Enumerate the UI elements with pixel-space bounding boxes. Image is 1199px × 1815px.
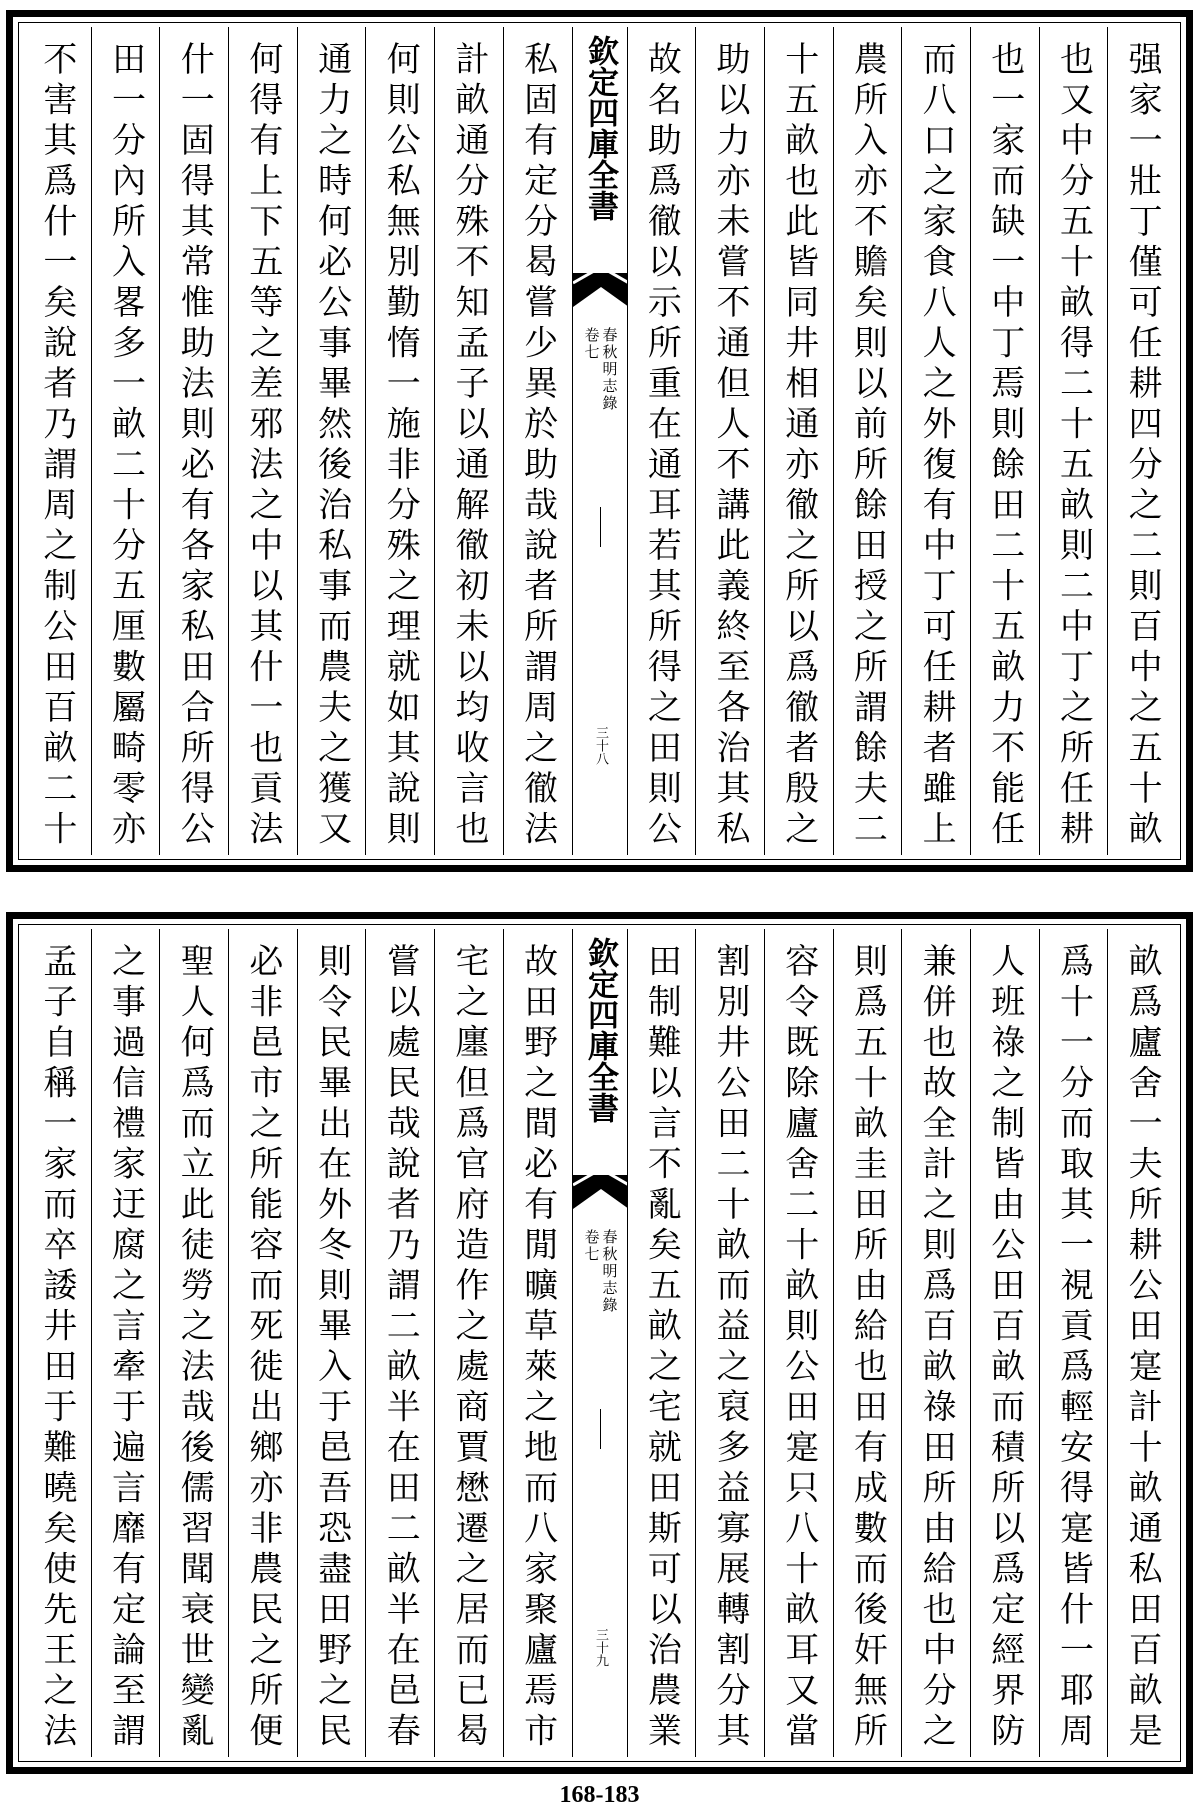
text-column: 必非邑市之所能容而死徙出鄉亦非農民之所便 xyxy=(229,929,298,1757)
text-column: 什一固得其常惟助法則必有各家私田合所得公 xyxy=(160,27,229,855)
left-half xyxy=(23,929,572,1757)
work-title: 春秋明志錄 xyxy=(600,1229,619,1314)
text-column: 通力之時何必公事畢然後治私事而農夫之獲又 xyxy=(298,27,367,855)
text-column: 爲十一分而取其一視貢爲輕安得寔皆什一耶周 xyxy=(1040,929,1109,1757)
divider-tick xyxy=(600,1409,602,1449)
text-column: 農所入亦不贍矣則以前所餘田授之所謂餘夫二 xyxy=(834,27,903,855)
text-column: 强家一壯丁僅可任耕四分之二則百中之五十畝 xyxy=(1122,41,1163,851)
center-strip xyxy=(572,929,628,1757)
text-column: 之事過信禮家迂腐之言牽于遍言靡有定論至謂 xyxy=(92,929,161,1757)
center-strip xyxy=(572,27,628,855)
text-column: 十五畝也此皆同井相通亦徹之所以爲徹者殷之 xyxy=(765,27,834,855)
text-column: 則爲五十畝圭田所由給也田有成數而後奸無所 xyxy=(834,929,903,1757)
fishtail-mark-icon xyxy=(573,1175,628,1209)
right-half xyxy=(628,27,1177,855)
text-column: 故田野之間必有閒曠草萊之地而八家聚廬焉市 xyxy=(517,943,558,1753)
text-column: 私固有定分曷嘗少異於助哉說者所謂周之徹法 xyxy=(517,41,558,851)
text-column: 孟子自稱一家而卒諉井田于難曉矣使先王之法 xyxy=(23,929,92,1757)
running-head xyxy=(577,327,625,417)
text-column: 兼併也故全計之則爲百畝祿田所由給也中分之 xyxy=(902,929,971,1757)
folio-number: 三十九 xyxy=(593,1628,608,1667)
running-head xyxy=(577,1229,625,1319)
work-title: 春秋明志錄 xyxy=(600,327,619,412)
text-column: 宅之廛但爲官府造作之處商賈懋遷之居而已曷 xyxy=(435,929,504,1757)
plate-number: 168-183 xyxy=(559,1782,640,1808)
text-column: 嘗以處民哉說者乃謂二畝半在田二畝半在邑春 xyxy=(366,929,435,1757)
divider-tick xyxy=(600,507,602,547)
text-column: 田一分內所入畧多一畝二十分五厘數屬畸零亦 xyxy=(92,27,161,855)
page-columns xyxy=(23,929,1176,1757)
folio-number: 三十八 xyxy=(593,726,608,765)
text-column: 故名助爲徹以示所重在通耳若其所得之田則公 xyxy=(628,27,697,855)
text-column: 計畝通分殊不知孟子以通解徹初未以均收言也 xyxy=(435,27,504,855)
volume-label: 卷七 xyxy=(582,1229,601,1263)
page-upper xyxy=(6,10,1193,872)
text-column: 而八口之家食八人之外復有中丁可任耕者雖上 xyxy=(902,27,971,855)
text-column: 則令民畢出在外冬則畢入于邑吾恐盡田野之民 xyxy=(298,929,367,1757)
page-lower xyxy=(6,912,1193,1774)
text-column: 不害其爲什一矣說者乃謂周之制公田百畝二十 xyxy=(23,27,92,855)
text-column: 何得有上下五等之差邪法之中以其什一也貢法 xyxy=(229,27,298,855)
volume-label: 卷七 xyxy=(582,327,601,361)
text-column: 容令既除廬舍二十畝則公田寔只八十畝耳又當 xyxy=(765,929,834,1757)
book-title: 欽定四庫全書 xyxy=(582,937,618,1123)
left-half xyxy=(23,27,572,855)
right-half xyxy=(628,929,1177,1757)
text-column: 助以力亦未嘗不通但人不講此義終至各治其私 xyxy=(696,27,765,855)
text-column: 也又中分五十畝得二十五畝則二中丁之所任耕 xyxy=(1040,27,1109,855)
text-column: 聖人何爲而立此徒勞之法哉後儒習聞衰世變亂 xyxy=(160,929,229,1757)
text-column: 割別井公田二十畝而益之裒多益寡展轉割分其 xyxy=(696,929,765,1757)
text-column: 也一家而缺一中丁焉則餘田二十五畝力不能任 xyxy=(971,27,1040,855)
text-column: 何則公私無別勤惰一施非分殊之理就如其說則 xyxy=(366,27,435,855)
page-columns xyxy=(23,27,1176,855)
fishtail-mark-icon xyxy=(573,273,628,307)
book-title: 欽定四庫全書 xyxy=(582,35,618,221)
text-column: 田制難以言不亂矣五畝之宅就田斯可以治農業 xyxy=(628,929,697,1757)
text-column: 人班祿之制皆由公田百畝而積所以爲定經界防 xyxy=(971,929,1040,1757)
text-column: 畝爲廬舍一夫所耕公田寔計十畝通私田百畝是 xyxy=(1122,943,1163,1753)
